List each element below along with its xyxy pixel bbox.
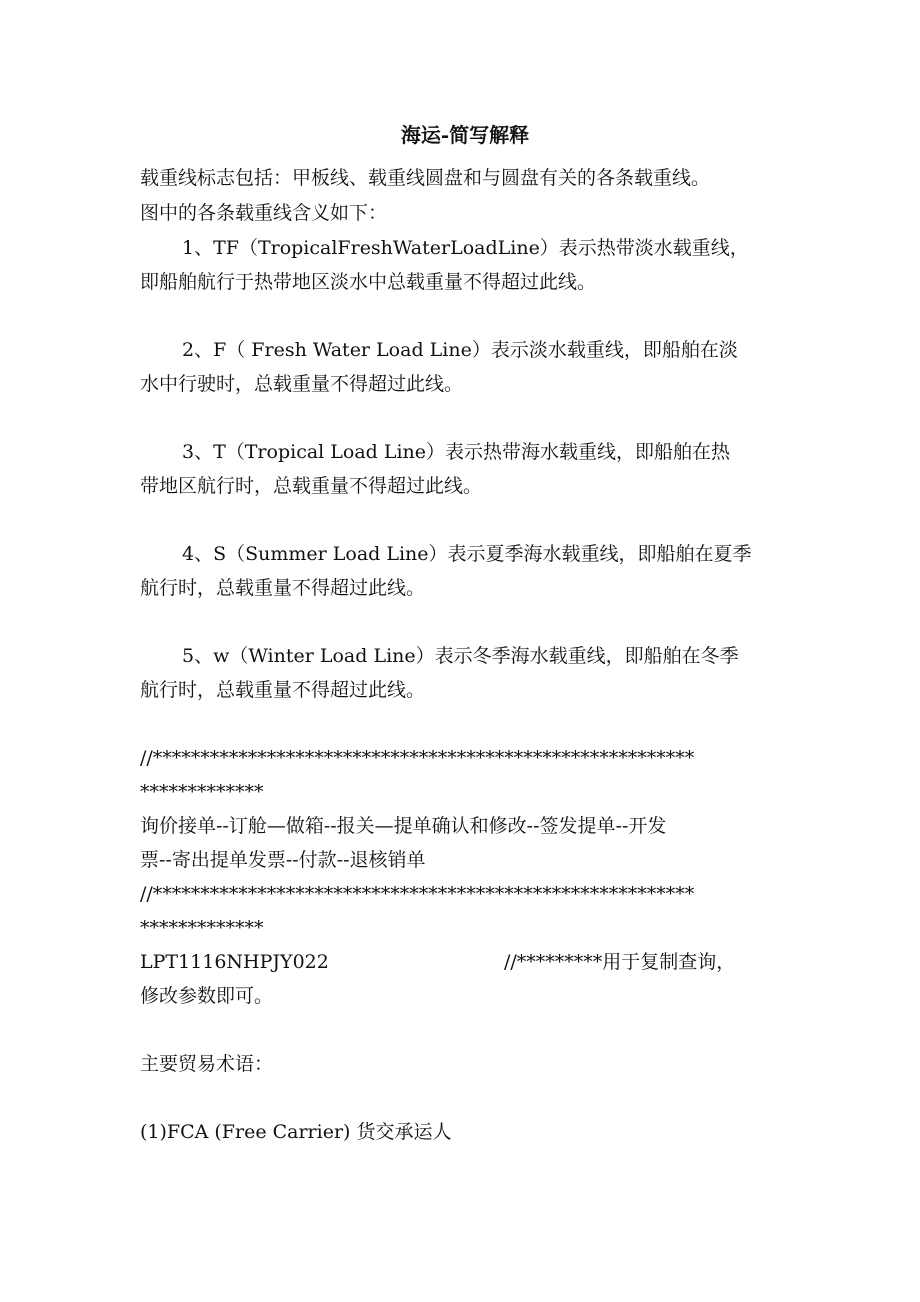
item-4-line-1: 4、S（Summer Load Line）表示夏季海水载重线，即船舶在夏季 [182, 543, 752, 565]
intro-line-1: 载重线标志包括：甲板线、载重线圆盘和与圆盘有关的各条载重线。 [140, 167, 711, 189]
item-2-line-1: 2、F（ Fresh Water Load Line）表示淡水载重线，即船舶在淡 [182, 339, 738, 361]
process-line-2: 票--寄出提单发票--付款--退核销单 [140, 849, 426, 871]
process-line-1: 询价接单--订舱—做箱--报关—提单确认和修改--签发提单--开发 [140, 815, 667, 837]
intro-line-2: 图中的各条载重线含义如下： [140, 202, 388, 224]
separator-line-3: //********************************************************* [140, 883, 695, 905]
item-3-line-1: 3、T（Tropical Load Line）表示热带海水载重线，即船舶在热 [182, 441, 731, 463]
item-5-line-2: 航行时，总载重量不得超过此线。 [140, 679, 426, 701]
separator-line-1: //********************************************************* [140, 747, 695, 769]
terms-heading: 主要贸易术语： [140, 1053, 274, 1075]
code-continuation: 修改参数即可。 [140, 985, 274, 1007]
code-value: LPT1116NHPJY022 [140, 951, 329, 973]
item-3-line-2: 带地区航行时，总载重量不得超过此线。 [140, 475, 483, 497]
page-title: 海运-简写解释 [400, 123, 530, 147]
term-1: (1)FCA (Free Carrier) 货交承运人 [140, 1121, 452, 1143]
item-1-line-1: 1、TF（TropicalFreshWaterLoadLine）表示热带淡水载重线， [182, 237, 749, 259]
item-1-line-2: 即船舶航行于热带地区淡水中总载重量不得超过此线。 [140, 271, 597, 293]
item-5-line-1: 5、w（Winter Load Line）表示冬季海水载重线，即船舶在冬季 [182, 645, 739, 667]
separator-line-2: ************* [140, 781, 264, 803]
item-4-line-2: 航行时，总载重量不得超过此线。 [140, 577, 426, 599]
separator-line-4: ************* [140, 917, 264, 939]
code-comment: //*********用于复制查询， [504, 951, 736, 973]
item-2-line-2: 水中行驶时，总载重量不得超过此线。 [140, 373, 464, 395]
code-line [140, 948, 790, 976]
